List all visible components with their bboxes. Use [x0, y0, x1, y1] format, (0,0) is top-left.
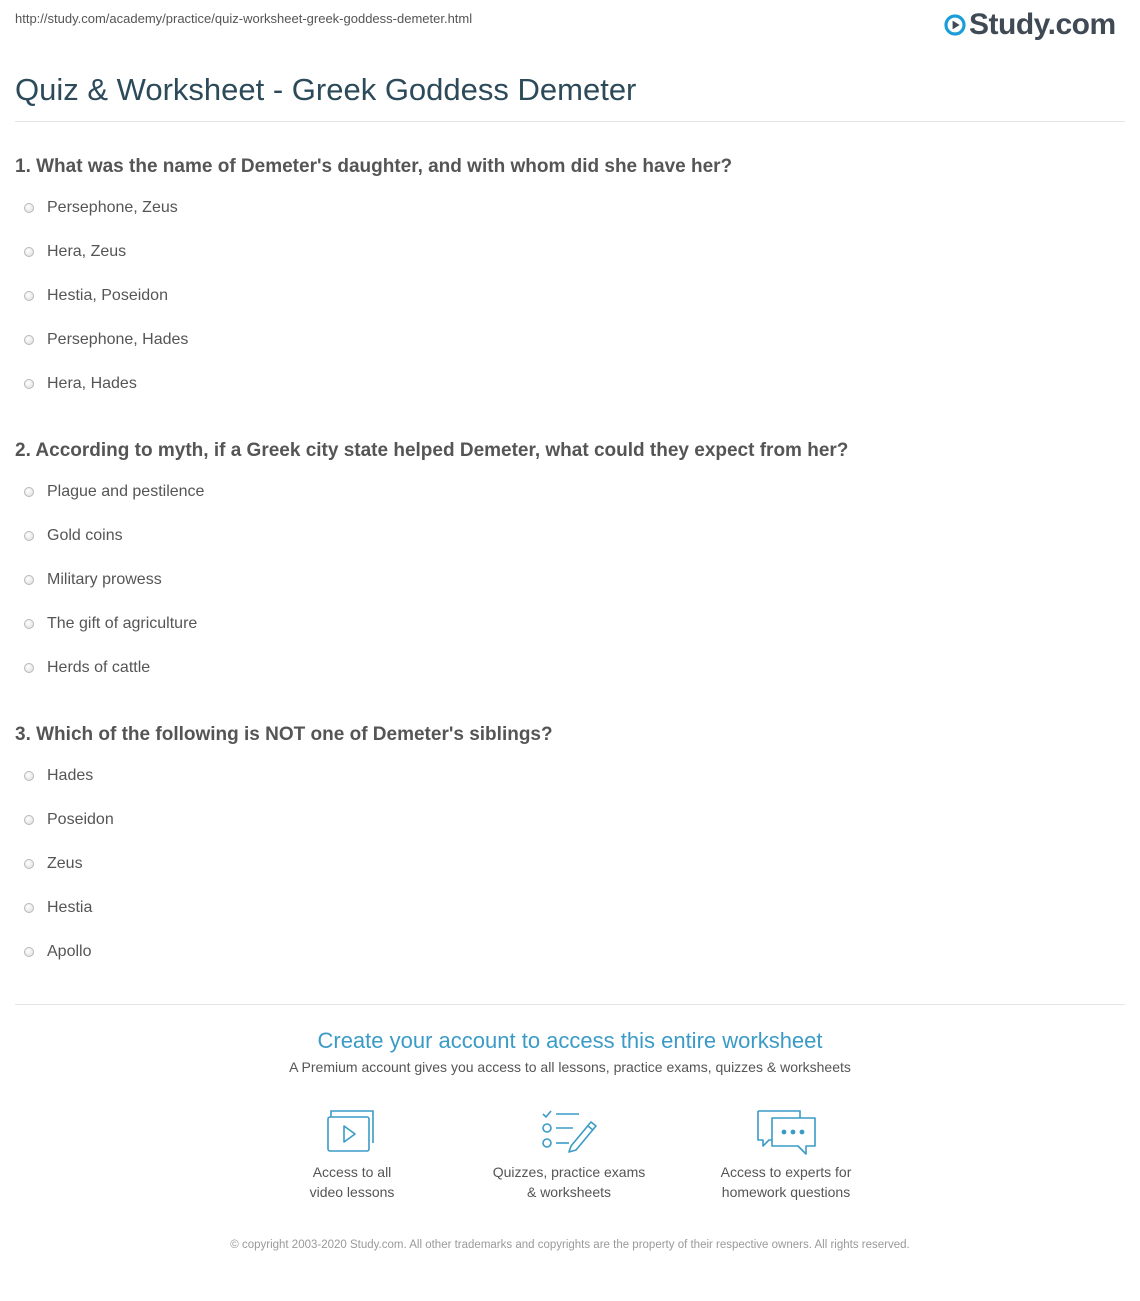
copyright: © copyright 2003-2020 Study.com. All other trademarks and copyrights are the property of their respective owners. All rights reserved. — [230, 1239, 910, 1251]
option-label: Persephone, Zeus — [47, 199, 178, 216]
answer-options — [15, 191, 1115, 411]
radio-button[interactable] — [24, 531, 34, 541]
answer-option[interactable] — [15, 935, 1115, 979]
radio-button[interactable] — [24, 335, 34, 345]
feature-label-line: & worksheets — [526, 1184, 612, 1200]
option-label: Hera, Hades — [47, 375, 137, 392]
answer-option[interactable] — [15, 847, 1115, 891]
feature-video-lessons — [252, 1108, 452, 1202]
radio-button[interactable] — [24, 247, 34, 257]
question-1 — [15, 155, 1115, 411]
answer-options — [15, 475, 1115, 695]
answer-option[interactable] — [15, 235, 1115, 279]
answer-option[interactable] — [15, 279, 1115, 323]
title-divider — [15, 121, 1125, 122]
option-label: Apollo — [47, 943, 92, 960]
answer-option[interactable] — [15, 759, 1115, 803]
feature-label-line: Access to experts for — [720, 1164, 852, 1180]
radio-button[interactable] — [24, 487, 34, 497]
radio-button[interactable] — [24, 619, 34, 629]
answer-options — [15, 759, 1115, 979]
option-label: Military prowess — [47, 571, 162, 588]
answer-option[interactable] — [15, 891, 1115, 935]
option-label: Hera, Zeus — [47, 243, 127, 260]
answer-option[interactable] — [15, 607, 1115, 651]
radio-button[interactable] — [24, 575, 34, 585]
answer-option[interactable] — [15, 367, 1115, 411]
question-text: 3. Which of the following is NOT one of Demeter's siblings? — [15, 724, 553, 745]
promo-title[interactable]: Create your account to access this entire worksheet — [317, 1028, 823, 1053]
radio-button[interactable] — [24, 771, 34, 781]
promo-divider — [15, 1004, 1125, 1005]
logo-text: Study.com — [969, 8, 1116, 41]
radio-button[interactable] — [24, 815, 34, 825]
option-label: Zeus — [47, 855, 83, 872]
radio-button[interactable] — [24, 947, 34, 957]
radio-button[interactable] — [24, 379, 34, 389]
option-label: Poseidon — [47, 811, 114, 828]
option-label: Plague and pestilence — [47, 483, 205, 500]
radio-button[interactable] — [24, 291, 34, 301]
question-text: 2. According to myth, if a Greek city state helped Demeter, what could they expect from her? — [15, 440, 849, 461]
study-logo[interactable] — [944, 7, 1116, 43]
video-lessons-icon — [326, 1108, 378, 1154]
radio-button[interactable] — [24, 903, 34, 913]
answer-option[interactable] — [15, 191, 1115, 235]
feature-label-line: Access to all — [312, 1164, 392, 1180]
option-label: Persephone, Hades — [47, 331, 189, 348]
answer-option[interactable] — [15, 519, 1115, 563]
question-text: 1. What was the name of Demeter's daughter, and with whom did she have her? — [15, 156, 733, 177]
chat-bubbles-icon — [754, 1108, 818, 1158]
option-label: Hestia, Poseidon — [47, 287, 168, 304]
option-label: Gold coins — [47, 527, 123, 544]
feature-label-line: homework questions — [721, 1184, 851, 1200]
question-2 — [15, 439, 1115, 695]
page-url: http://study.com/academy/practice/quiz-worksheet-greek-goddess-demeter.html — [15, 11, 473, 26]
answer-option[interactable] — [15, 475, 1115, 519]
page-title: Quiz & Worksheet - Greek Goddess Demeter — [15, 72, 637, 107]
feature-label-line: Quizzes, practice exams — [492, 1164, 646, 1180]
play-circle-icon — [944, 14, 966, 36]
option-label: Hestia — [47, 899, 93, 916]
option-label: The gift of agriculture — [47, 615, 198, 632]
option-label: Hades — [47, 767, 94, 784]
answer-option[interactable] — [15, 803, 1115, 847]
answer-option[interactable] — [15, 563, 1115, 607]
feature-experts — [686, 1108, 886, 1202]
quiz-checklist-icon — [541, 1108, 597, 1154]
answer-option[interactable] — [15, 323, 1115, 367]
promo-subtitle: A Premium account gives you access to all lessons, practice exams, quizzes & worksheets — [289, 1059, 851, 1075]
radio-button[interactable] — [24, 663, 34, 673]
feature-label-line: video lessons — [309, 1184, 395, 1200]
feature-quizzes — [469, 1108, 669, 1202]
question-3 — [15, 723, 1115, 979]
radio-button[interactable] — [24, 859, 34, 869]
option-label: Herds of cattle — [47, 659, 151, 676]
answer-option[interactable] — [15, 651, 1115, 695]
radio-button[interactable] — [24, 203, 34, 213]
